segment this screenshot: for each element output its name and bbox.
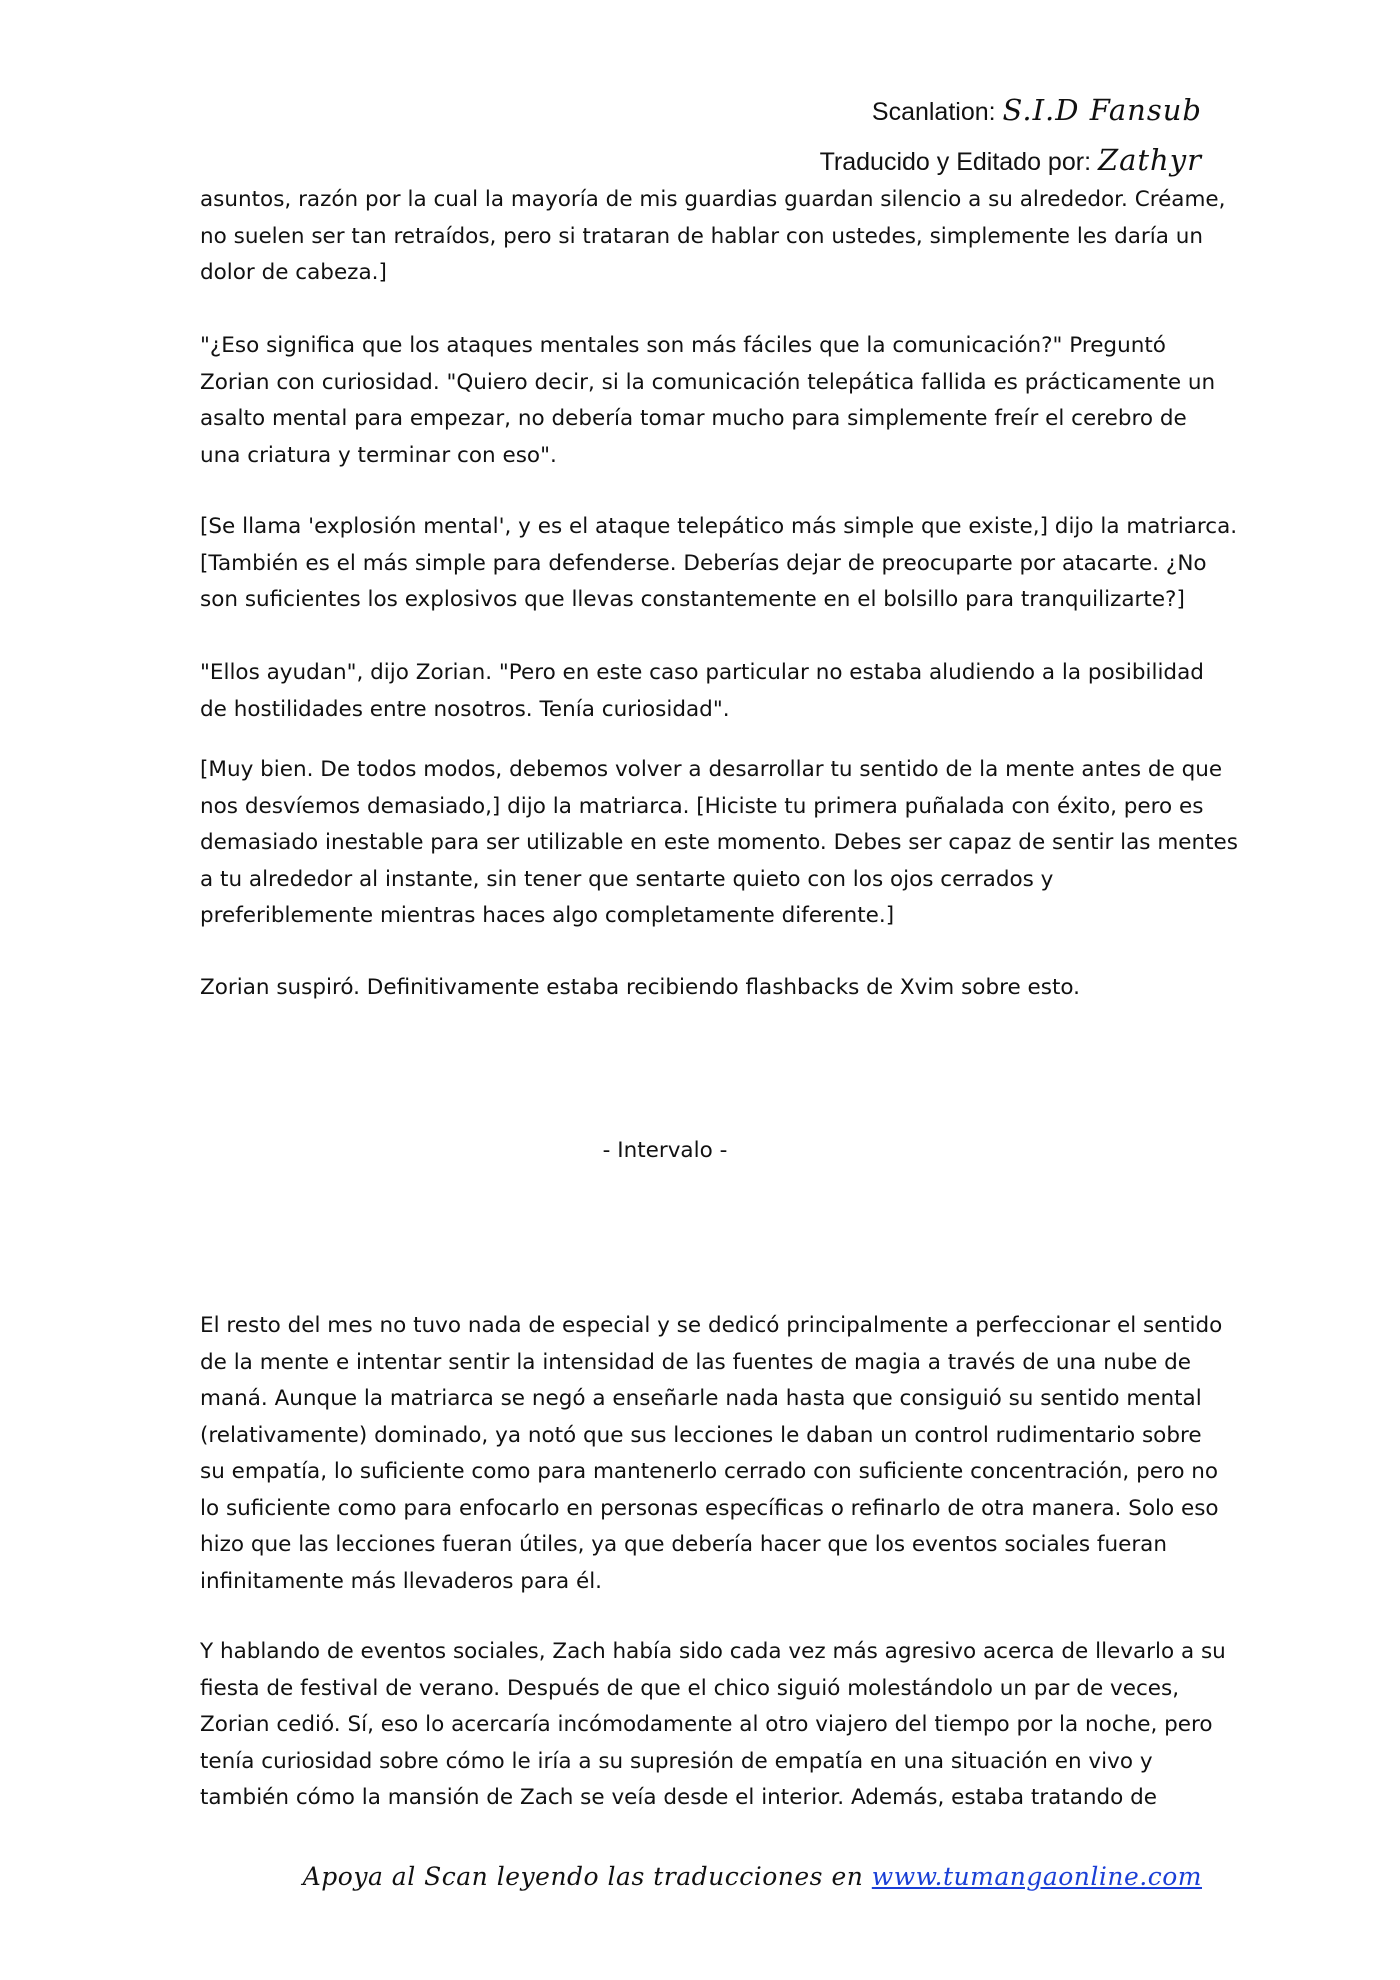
section-divider: - Intervalo - [602, 1138, 728, 1163]
text-line: (relativamente) dominado, ya notó que sus lecciones le daban un control rudimentario sobre [200, 1422, 1202, 1448]
paragraph [200, 1634, 1226, 1817]
text-line: El resto del mes no tuvo nada de especial y se dedicó principalmente a perfeccionar el sentido [200, 1313, 1223, 1338]
text-line: asuntos, razón por la cual la mayoría de mis guardias guardan silencio a su alrededor. Créame, [200, 187, 1226, 212]
text-line: lo suficiente como para enfocarlo en personas específicas o refinarlo de otra manera. Solo eso [200, 1495, 1219, 1521]
text-line: [Muy bien. De todos modos, debemos volver a desarrollar tu sentido de la mente antes de que [200, 757, 1223, 782]
text-line: Zorian suspiró. Definitivamente estaba recibiendo flashbacks de Xvim sobre esto. [200, 975, 1080, 1000]
footer-link[interactable]: www.tumangaonline.com [871, 1862, 1202, 1891]
text-line: Zorian cedió. Sí, eso lo acercaría incómodamente al otro viajero del tiempo por la noche, pero [200, 1712, 1213, 1737]
translator-name: Zathyr [1097, 143, 1202, 177]
scanlation-label: Scanlation: [871, 98, 996, 126]
text-line: no suelen ser tan retraídos, pero si trataran de hablar con ustedes, simplemente les daría un [200, 223, 1203, 249]
text-line: fiesta de festival de verano. Después de que el chico siguió molestándolo un par de veces, [200, 1675, 1180, 1701]
text-line: hizo que las lecciones fueran útiles, ya que debería hacer que los eventos sociales fueran [200, 1532, 1167, 1557]
text-line: infinitamente más llevaderos para él. [200, 1568, 603, 1594]
text-line: a tu alrededor al instante, sin tener que sentarte quieto con los ojos cerrados y [200, 866, 1054, 892]
text-line: tenía curiosidad sobre cómo le iría a su supresión de empatía en una situación en vivo y [200, 1748, 1153, 1774]
text-line: Y hablando de eventos sociales, Zach había sido cada vez más agresivo acerca de llevarlo a su [200, 1639, 1226, 1664]
translator-credit [820, 143, 1202, 177]
text-line: su empatía, lo suficiente como para mantenerlo cerrado con suficiente concentración, pero no [200, 1459, 1219, 1484]
text-line: preferiblemente mientras haces algo completamente diferente.] [200, 903, 895, 928]
text-line: Zorian con curiosidad. "Quiero decir, si la comunicación telepática fallida es prácticamente un [200, 369, 1216, 395]
footer-note [303, 1862, 1202, 1891]
text-line: de hostilidades entre nosotros. Tenía curiosidad". [200, 696, 730, 722]
paragraph [200, 509, 1238, 619]
paragraph [200, 970, 1210, 1007]
scanlation-credit [872, 93, 1202, 127]
scanlation-group-name: S.I.D Fansub [1002, 93, 1202, 127]
paragraph [200, 328, 1216, 474]
paragraph [200, 655, 1210, 728]
text-line: maná. Aunque la matriarca se negó a enseñarle nada hasta que consiguió su sentido mental [200, 1386, 1202, 1411]
paragraph [200, 752, 1238, 935]
text-line: "Ellos ayudan", dijo Zorian. "Pero en este caso particular no estaba aludiendo a la posibilidad [200, 660, 1204, 685]
text-line: una criatura y terminar con eso". [200, 442, 557, 468]
text-line: [Se llama 'explosión mental', y es el ataque telepático más simple que existe,] dijo la matriarca. [200, 514, 1238, 539]
text-line: de la mente e intentar sentir la intensidad de las fuentes de magia a través de una nube de [200, 1349, 1192, 1375]
text-line: también cómo la mansión de Zach se veía desde el interior. Además, estaba tratando de [200, 1785, 1158, 1810]
text-line: asalto mental para empezar, no debería tomar mucho para simplemente freír el cerebro de [200, 406, 1187, 431]
translator-label: Traducido y Editado por: [819, 148, 1092, 176]
text-line: son suficientes los explosivos que llevas constantemente en el bolsillo para tranquilizarte?] [200, 587, 1185, 612]
text-line: "¿Eso significa que los ataques mentales son más fáciles que la comunicación?" Preguntó [200, 333, 1166, 358]
footer-text: Apoya al Scan leyendo las traducciones en [302, 1862, 864, 1891]
paragraph [200, 182, 1226, 292]
text-line: [También es el más simple para defenderse. Deberías dejar de preocuparte por atacarte. ¿No [200, 550, 1207, 576]
text-line: nos desvíemos demasiado,] dijo la matriarca. [Hiciste tu primera puñalada con éxito, pero es [200, 793, 1204, 819]
text-line: dolor de cabeza.] [200, 260, 387, 285]
text-line: demasiado inestable para ser utilizable en este momento. Debes ser capaz de sentir las mentes [200, 830, 1238, 855]
paragraph [200, 1308, 1223, 1600]
